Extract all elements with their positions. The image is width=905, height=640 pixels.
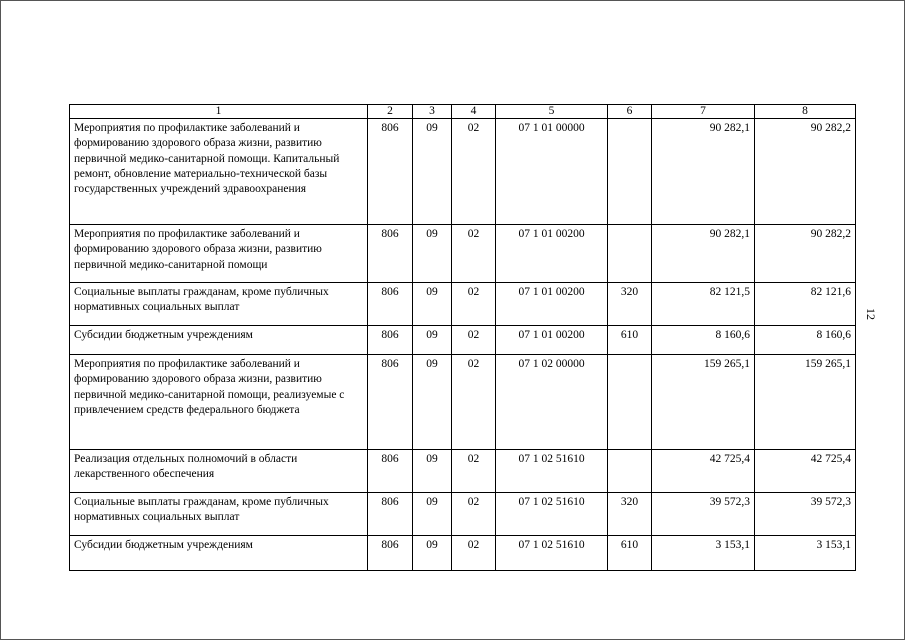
row-csr: 07 1 01 00000	[496, 119, 608, 225]
row-name: Субсидии бюджетным учреждениям	[70, 326, 368, 355]
row-sum-2: 159 265,1	[755, 355, 856, 450]
row-vr: 320	[608, 283, 652, 326]
row-sum-1: 39 572,3	[652, 493, 755, 536]
table-header-row	[70, 105, 856, 119]
row-vr	[608, 225, 652, 283]
table-row	[70, 225, 856, 283]
table-row	[70, 326, 856, 355]
row-pr: 02	[452, 326, 496, 355]
row-sum-1: 90 282,1	[652, 119, 755, 225]
row-name: Мероприятия по профилактике заболеваний и формированию здорового образа жизни, развитию первичной медико-санитарной помощи. Капитальный ремонт, обновление материально-технической базы государственных учреждений здравоохранения	[70, 119, 368, 225]
row-name: Субсидии бюджетным учреждениям	[70, 536, 368, 571]
row-sum-1: 42 725,4	[652, 450, 755, 493]
row-rz: 09	[413, 536, 452, 571]
row-sum-2: 42 725,4	[755, 450, 856, 493]
row-rz: 09	[413, 493, 452, 536]
row-ved: 806	[368, 355, 413, 450]
row-sum-2: 90 282,2	[755, 225, 856, 283]
row-ved: 806	[368, 450, 413, 493]
header-cell: 1	[70, 105, 368, 119]
row-rz: 09	[413, 283, 452, 326]
header-cell: 8	[755, 105, 856, 119]
row-sum-2: 90 282,2	[755, 119, 856, 225]
row-rz: 09	[413, 326, 452, 355]
table-row	[70, 355, 856, 450]
row-pr: 02	[452, 225, 496, 283]
row-vr	[608, 119, 652, 225]
header-cell: 5	[496, 105, 608, 119]
row-ved: 806	[368, 536, 413, 571]
row-name: Социальные выплаты гражданам, кроме публичных нормативных социальных выплат	[70, 283, 368, 326]
row-name: Социальные выплаты гражданам, кроме публичных нормативных социальных выплат	[70, 493, 368, 536]
table-row	[70, 119, 856, 225]
table-row	[70, 536, 856, 571]
row-csr: 07 1 02 51610	[496, 450, 608, 493]
row-name: Реализация отдельных полномочий в области лекарственного обеспечения	[70, 450, 368, 493]
row-pr: 02	[452, 355, 496, 450]
row-csr: 07 1 01 00200	[496, 283, 608, 326]
row-name: Мероприятия по профилактике заболеваний и формированию здорового образа жизни, развитию первичной медико-санитарной помощи, реализуемые с привлечением средств федерального бюджета	[70, 355, 368, 450]
row-vr: 610	[608, 536, 652, 571]
row-vr: 610	[608, 326, 652, 355]
row-sum-2: 8 160,6	[755, 326, 856, 355]
row-vr	[608, 355, 652, 450]
row-rz: 09	[413, 225, 452, 283]
row-csr: 07 1 02 00000	[496, 355, 608, 450]
budget-table	[69, 104, 856, 571]
row-sum-1: 82 121,5	[652, 283, 755, 326]
row-pr: 02	[452, 493, 496, 536]
row-csr: 07 1 01 00200	[496, 225, 608, 283]
row-sum-1: 8 160,6	[652, 326, 755, 355]
header-cell: 2	[368, 105, 413, 119]
row-csr: 07 1 02 51610	[496, 536, 608, 571]
table-row	[70, 283, 856, 326]
row-sum-1: 90 282,1	[652, 225, 755, 283]
row-pr: 02	[452, 119, 496, 225]
row-ved: 806	[368, 326, 413, 355]
row-sum-1: 3 153,1	[652, 536, 755, 571]
row-csr: 07 1 02 51610	[496, 493, 608, 536]
header-cell: 7	[652, 105, 755, 119]
row-rz: 09	[413, 450, 452, 493]
table-row	[70, 450, 856, 493]
header-cell: 6	[608, 105, 652, 119]
row-name: Мероприятия по профилактике заболеваний и формированию здорового образа жизни, развитию первичной медико-санитарной помощи	[70, 225, 368, 283]
row-sum-2: 82 121,6	[755, 283, 856, 326]
row-ved: 806	[368, 283, 413, 326]
row-sum-1: 159 265,1	[652, 355, 755, 450]
row-vr	[608, 450, 652, 493]
row-pr: 02	[452, 283, 496, 326]
row-ved: 806	[368, 493, 413, 536]
row-csr: 07 1 01 00200	[496, 326, 608, 355]
row-ved: 806	[368, 119, 413, 225]
row-pr: 02	[452, 536, 496, 571]
row-sum-2: 39 572,3	[755, 493, 856, 536]
row-vr: 320	[608, 493, 652, 536]
header-cell: 3	[413, 105, 452, 119]
header-cell: 4	[452, 105, 496, 119]
page-number: 12	[864, 308, 878, 320]
row-sum-2: 3 153,1	[755, 536, 856, 571]
table-row	[70, 493, 856, 536]
row-rz: 09	[413, 355, 452, 450]
row-ved: 806	[368, 225, 413, 283]
row-pr: 02	[452, 450, 496, 493]
row-rz: 09	[413, 119, 452, 225]
